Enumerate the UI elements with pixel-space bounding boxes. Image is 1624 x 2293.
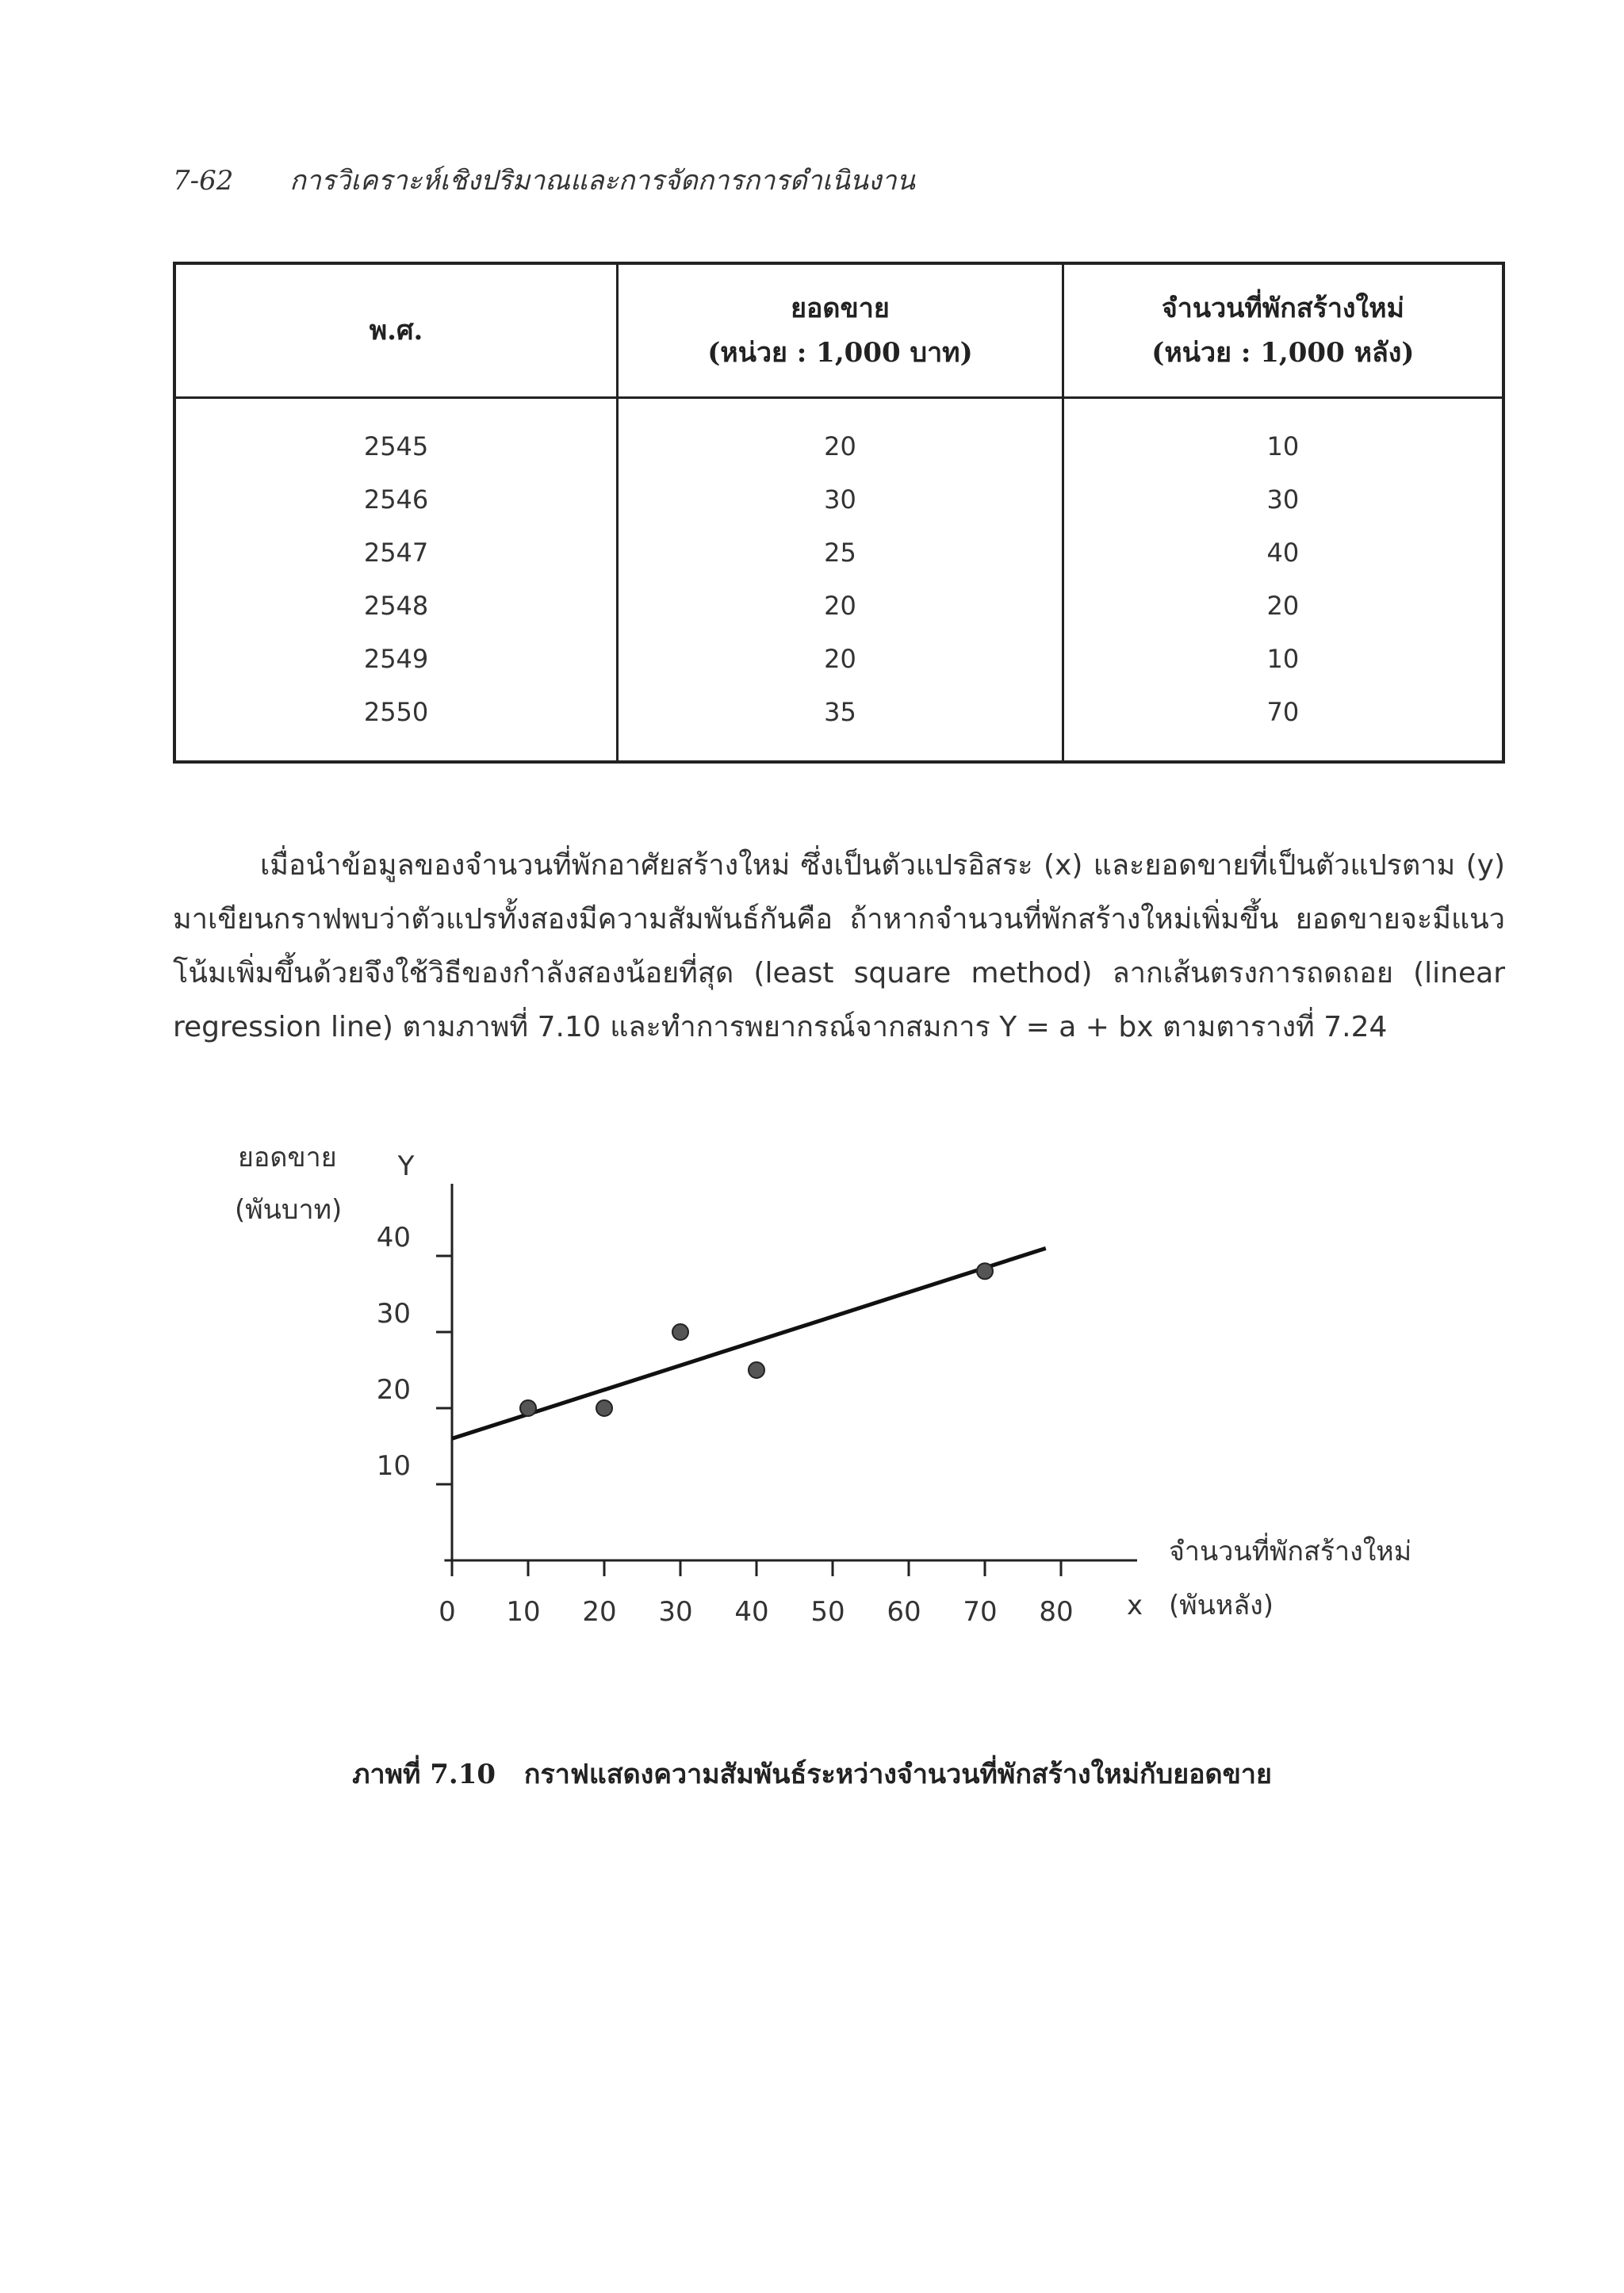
y-tick-label: 40 bbox=[376, 1222, 411, 1254]
x-tick-label: 70 bbox=[963, 1596, 998, 1628]
cell-housing: 30 bbox=[1063, 473, 1503, 526]
caption-text: กราฟแสดงความสัมพันธ์ระหว่างจำนวนที่พักสร้างใหม่กับยอดขาย bbox=[523, 1759, 1272, 1790]
cell-sales: 25 bbox=[618, 526, 1063, 579]
cell-sales: 20 bbox=[618, 579, 1063, 632]
y-tick-label: 20 bbox=[376, 1374, 411, 1406]
data-point bbox=[749, 1362, 764, 1378]
cell-housing: 40 bbox=[1063, 526, 1503, 579]
header-housing-unit: (หน่วย : 1,000 หลัง) bbox=[1151, 337, 1415, 369]
figure-caption bbox=[0, 1752, 1624, 1795]
header-sales-unit: (หน่วย : 1,000 บาท) bbox=[707, 337, 973, 369]
x-axis-label: จำนวนที่พักสร้างใหม่ bbox=[1169, 1536, 1412, 1568]
cell-year: 2547 bbox=[174, 526, 618, 579]
y-axis-symbol: Y bbox=[397, 1150, 415, 1182]
x-tick-label: 40 bbox=[734, 1596, 769, 1628]
cell-year: 2549 bbox=[174, 632, 618, 685]
cell-year: 2546 bbox=[174, 473, 618, 526]
header-year-label: พ.ศ. bbox=[369, 315, 423, 346]
x-tick-label: 60 bbox=[887, 1596, 921, 1628]
x-tick-label: 50 bbox=[810, 1596, 845, 1628]
cell-housing: 10 bbox=[1063, 632, 1503, 685]
x-tick-label: 30 bbox=[658, 1596, 693, 1628]
x-tick-label: 20 bbox=[582, 1596, 617, 1628]
x-axis-unit: (พันหลัง) bbox=[1169, 1590, 1274, 1621]
data-point bbox=[672, 1324, 688, 1340]
regression-line bbox=[452, 1248, 1046, 1438]
page-number: 7-62 bbox=[173, 165, 234, 197]
y-tick-label: 30 bbox=[376, 1298, 411, 1330]
cell-sales: 35 bbox=[618, 685, 1063, 762]
book-title: การวิเคราะห์เชิงปริมาณและการจัดการการดำเนินงาน bbox=[289, 165, 915, 197]
paragraph-text: เมื่อนำข้อมูลของจำนวนที่พักอาศัยสร้างใหม่ ซึ่งเป็นตัวแปรอิสระ (x) และยอดขายที่เป็นตัวแปรตาม (y) มาเขียนกราฟพบว่าตัวแปรทั้งสองมีความสัมพันธ์กันคือ ถ้าหากจำนวนที่พักสร้างใหม่เพิ่มขึ้น ยอดขายจะมีแนวโน้มเพิ่มขึ้นด้วยจึงใช้วิธีของกำลังสองน้อยที่สุด (least square method) ลากเส้นตรงการถดถอย (linear regression line) ตามภาพที่ 7.10 และทำการพยากรณ์จากสมการ Y = a + bx ตามตารางที่ 7.24 bbox=[173, 849, 1505, 1043]
header-housing-label: จำนวนที่พักสร้างใหม่ bbox=[1161, 293, 1404, 324]
x-axis-symbol: x bbox=[1126, 1590, 1143, 1621]
cell-sales: 30 bbox=[618, 473, 1063, 526]
cell-year: 2550 bbox=[174, 685, 618, 762]
cell-year: 2548 bbox=[174, 579, 618, 632]
caption-number: ภาพที่ 7.10 bbox=[352, 1759, 496, 1790]
cell-sales: 20 bbox=[618, 632, 1063, 685]
y-tick-label: 10 bbox=[376, 1450, 411, 1482]
x-tick-label: 10 bbox=[506, 1596, 541, 1628]
cell-year: 2545 bbox=[174, 398, 618, 473]
data-point bbox=[520, 1400, 536, 1416]
x-tick-label: 80 bbox=[1039, 1596, 1074, 1628]
x-tick-label: 0 bbox=[439, 1596, 456, 1628]
cell-housing: 20 bbox=[1063, 579, 1503, 632]
y-axis-unit: (พันบาท) bbox=[235, 1194, 343, 1226]
y-axis-label: ยอดขาย bbox=[238, 1142, 337, 1173]
data-point bbox=[596, 1400, 612, 1416]
header-sales-label: ยอดขาย bbox=[791, 293, 890, 324]
cell-housing: 10 bbox=[1063, 398, 1503, 473]
cell-housing: 70 bbox=[1063, 685, 1503, 762]
cell-sales: 20 bbox=[618, 398, 1063, 473]
data-point bbox=[977, 1263, 993, 1279]
